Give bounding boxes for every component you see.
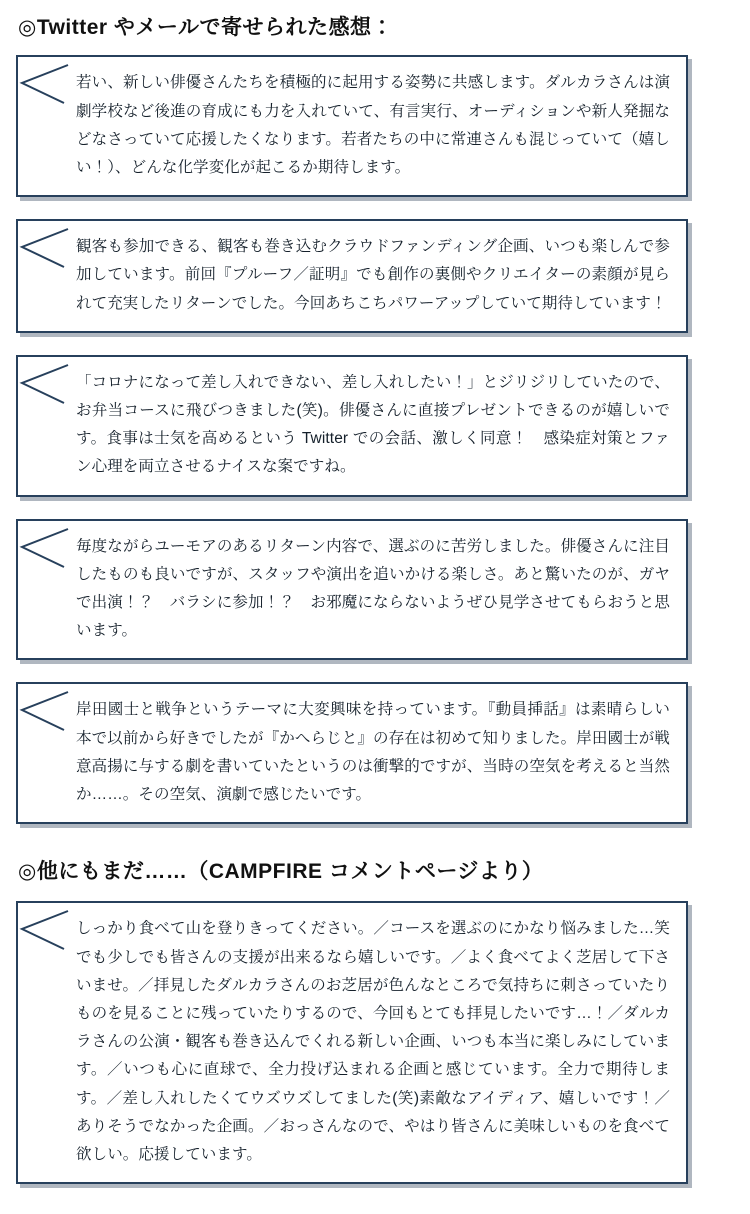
- comment-item: [16, 901, 734, 1184]
- comment-bubble: [16, 355, 688, 497]
- speech-tail-icon: [18, 227, 70, 273]
- comment-text: 若い、新しい俳優さんたちを積極的に起用する姿勢に共感します。ダルカラさんは演劇学校など後進の育成にも力を入れていて、有言実行、オーディションや新人発掘などなさっていて応援したくなります。若者たちの中に常連さんも混じっていて（嬉しい！）、どんな化学変化が起こるか期待します。: [76, 74, 670, 176]
- comment-bubble: [16, 519, 688, 661]
- comment-text: しっかり食べて山を登りきってください。／コースを選ぶのにかなり悩みました…笑 でも少しでも皆さんの支援が出来るなら嬉しいです。／よく食べてよく芝居して下さいませ。／拝見したダルカラさんのお芝居が色んなところで気持ちに刺さっていたりものを見ることに残っていたりするので、今回もとても拝見したいです…！／ダルカラさんの公演・観客も巻き込んでくれる新しい企画、いつも本当に楽しみにしています。／いつも心に直球で、全力投げ込まれる企画と感じています。全力で期待します。／差し入れしたくてウズウズしてました(笑)素敵なアイディア、嬉しいです！／ありそうでなかった企画。／おっさんなので、やはり皆さんに美味しいものを食べて欲しい。応援しています。: [76, 920, 671, 1164]
- speech-tail-icon: [18, 363, 70, 409]
- comment-text: 観客も参加できる、観客も巻き込むクラウドファンディング企画、いつも楽しんで参加しています。前回『プルーフ／証明』でも創作の裏側やクリエイターの素顔が見られて充実したリターンでした。今回あちこちパワーアップしていて期待しています！: [76, 238, 670, 312]
- section-heading-campfire: ◎他にもまだ……（CAMPFIRE コメントページより）: [18, 860, 544, 884]
- comment-bubble: [16, 682, 688, 824]
- speech-tail-icon: [18, 527, 70, 573]
- comment-item: [16, 682, 734, 824]
- comment-bubble: [16, 901, 688, 1184]
- speech-tail-icon: [18, 63, 70, 109]
- section-twitter-comments: [16, 14, 734, 824]
- comment-item: [16, 219, 734, 333]
- section-heading-twitter: ◎Twitter やメールで寄せられた感想：: [18, 16, 394, 39]
- comment-item: [16, 519, 734, 661]
- comment-bubble: [16, 219, 688, 333]
- comment-bubble: [16, 55, 688, 197]
- speech-tail-icon: [18, 909, 70, 955]
- comment-item: [16, 355, 734, 497]
- comment-text: 「コロナになって差し入れできない、差し入れしたい！」とジリジリしていたので、お弁当コースに飛びつきました(笑)。俳優さんに直接プレゼントできるのが嬉しいです。食事は士気を高めるという Twitter での会話、激しく同意！ 感染症対策とファン心理を両立させるナイスな案ですね。: [76, 373, 670, 476]
- section-campfire-comments: [16, 858, 734, 1184]
- comment-text: 毎度ながらユーモアのあるリターン内容で、選ぶのに苦労しました。俳優さんに注目したものも良いですが、スタッフや演出を追いかける楽しさ。あと驚いたのが、ガヤで出演！？ バラシに参加！？ お邪魔にならないようぜひ見学させてもらおうと思います。: [76, 537, 670, 640]
- speech-tail-icon: [18, 690, 70, 736]
- comment-item: [16, 55, 734, 197]
- comment-text: 岸田國士と戦争というテーマに大変興味を持っています。『動員挿話』は素晴らしい本で以前から好きでしたが『かへらじと』の存在は初めて知りました。岸田國士が戦意高揚に与する劇を書いていたというのは衝撃的ですが、当時の空気を考えると当然か……。その空気、演劇で感じたいです。: [76, 701, 670, 803]
